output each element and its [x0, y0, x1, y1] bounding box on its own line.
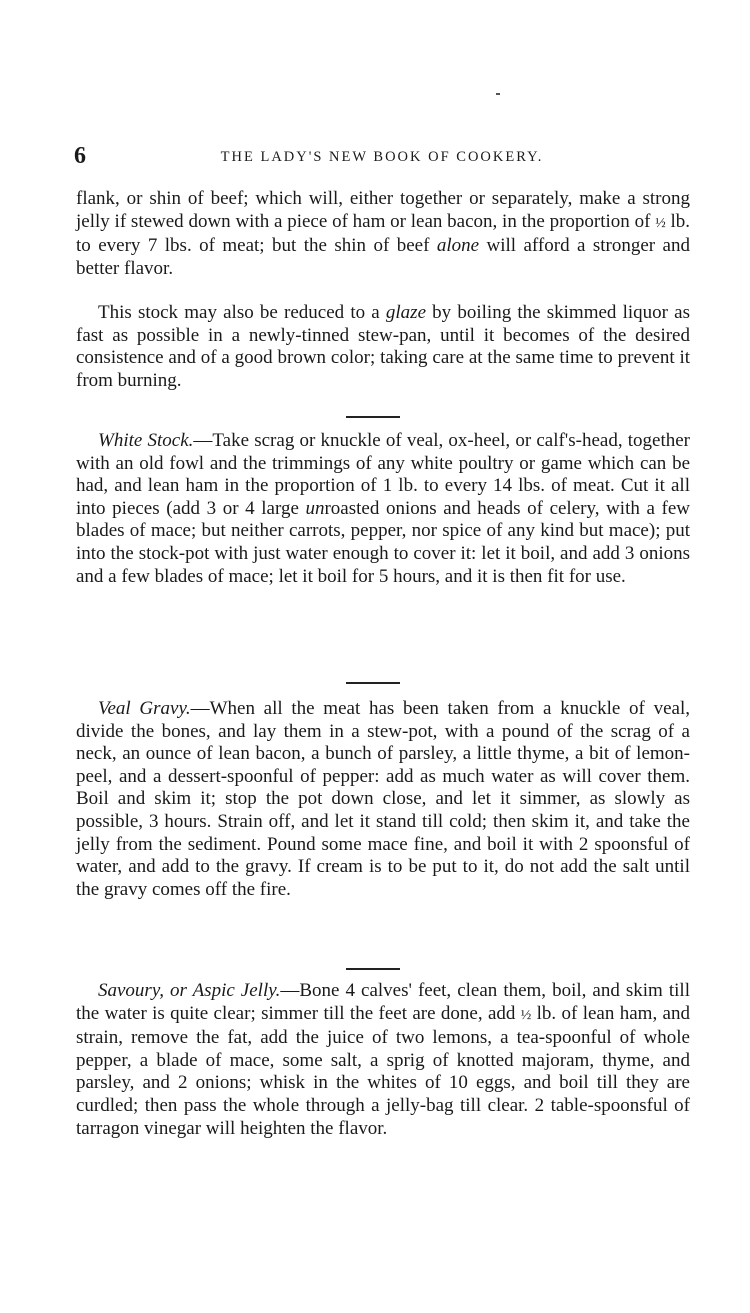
section-divider [346, 968, 400, 970]
veal-gravy-paragraph: Veal Gravy.—When all the meat has been taken from a knuckle of veal, divide the bones, and lay them in a stew-pot, with a pound of the scrag of a neck, an ounce of lean bacon, a bunch of parsley, a little thyme, a bit of lemon-peel, and a dessert-spoonful of pepper: add as much water as will cover them. Boil and skim it; stop the pot down close, and let it simmer, as slowly as possible, 3 hours. Strain off, and let it stand till cold; then skim it, and take the jelly from the sediment. Pound some mace fine, and boil it with 2 spoonsful of water, and add to the gravy. If cream is to be put to it, do not add the salt until the gravy comes off the fire. [76, 698, 690, 900]
section-divider [346, 416, 400, 418]
glaze-paragraph: This stock may also be reduced to a glaze by boiling the skimmed liquor as fast as possible in a newly-tinned stew-pan, until it becomes of the desired consistence and of a good brown color; taking care at the same time to prevent it from burning. [76, 302, 690, 391]
page-number: 6 [74, 143, 86, 169]
running-title: THE LADY'S NEW BOOK OF COOKERY. [220, 149, 544, 165]
page-header [74, 143, 690, 173]
aspic-jelly-paragraph: Savoury, or Aspic Jelly.—Bone 4 calves' feet, clean them, boil, and skim till the water is quite clear; simmer till the feet are done, add ½ lb. of lean ham, and strain, remove the fat, add the juice of two lemons, a tea-spoonful of whole pepper, a blade of mace, some salt, a sprig of knotted majoram, thyme, and parsley, and 2 onions; whisk in the whites of 10 eggs, and boil till they are curdled; then pass the whole through a jelly-bag till clear. 2 table-spoonsful of tarragon vinegar will heighten the flavor. [76, 980, 690, 1139]
aspic-jelly-heading: Savoury, or Aspic Jelly. [98, 980, 281, 1001]
section-divider [346, 682, 400, 684]
stock-continued-paragraph: flank, or shin of beef; which will, either together or separately, make a strong jelly if stewed down with a piece of ham or lean bacon, in the proportion of ½ lb. to every 7 lbs. of meat; but the shin of beef alone will afford a stronger and better flavor. [76, 188, 690, 279]
veal-gravy-heading: Veal Gravy. [98, 698, 191, 719]
speck-mark [496, 93, 500, 95]
white-stock-heading: White Stock. [98, 430, 194, 451]
white-stock-paragraph: White Stock.—Take scrag or knuckle of veal, ox-heel, or calf's-head, together with an old fowl and the trimmings of any white poultry or game which can be had, and lean ham in the proportion of 1 lb. to every 14 lbs. of meat. Cut it all into pieces (add 3 or 4 large unroasted onions and heads of celery, with a few blades of mace; but neither carrots, pepper, nor spice of any kind but mace); put into the stock-pot with just water enough to cover it: let it boil, and add 3 onions and a few blades of mace; let it boil for 5 hours, and it is then fit for use. [76, 430, 690, 587]
